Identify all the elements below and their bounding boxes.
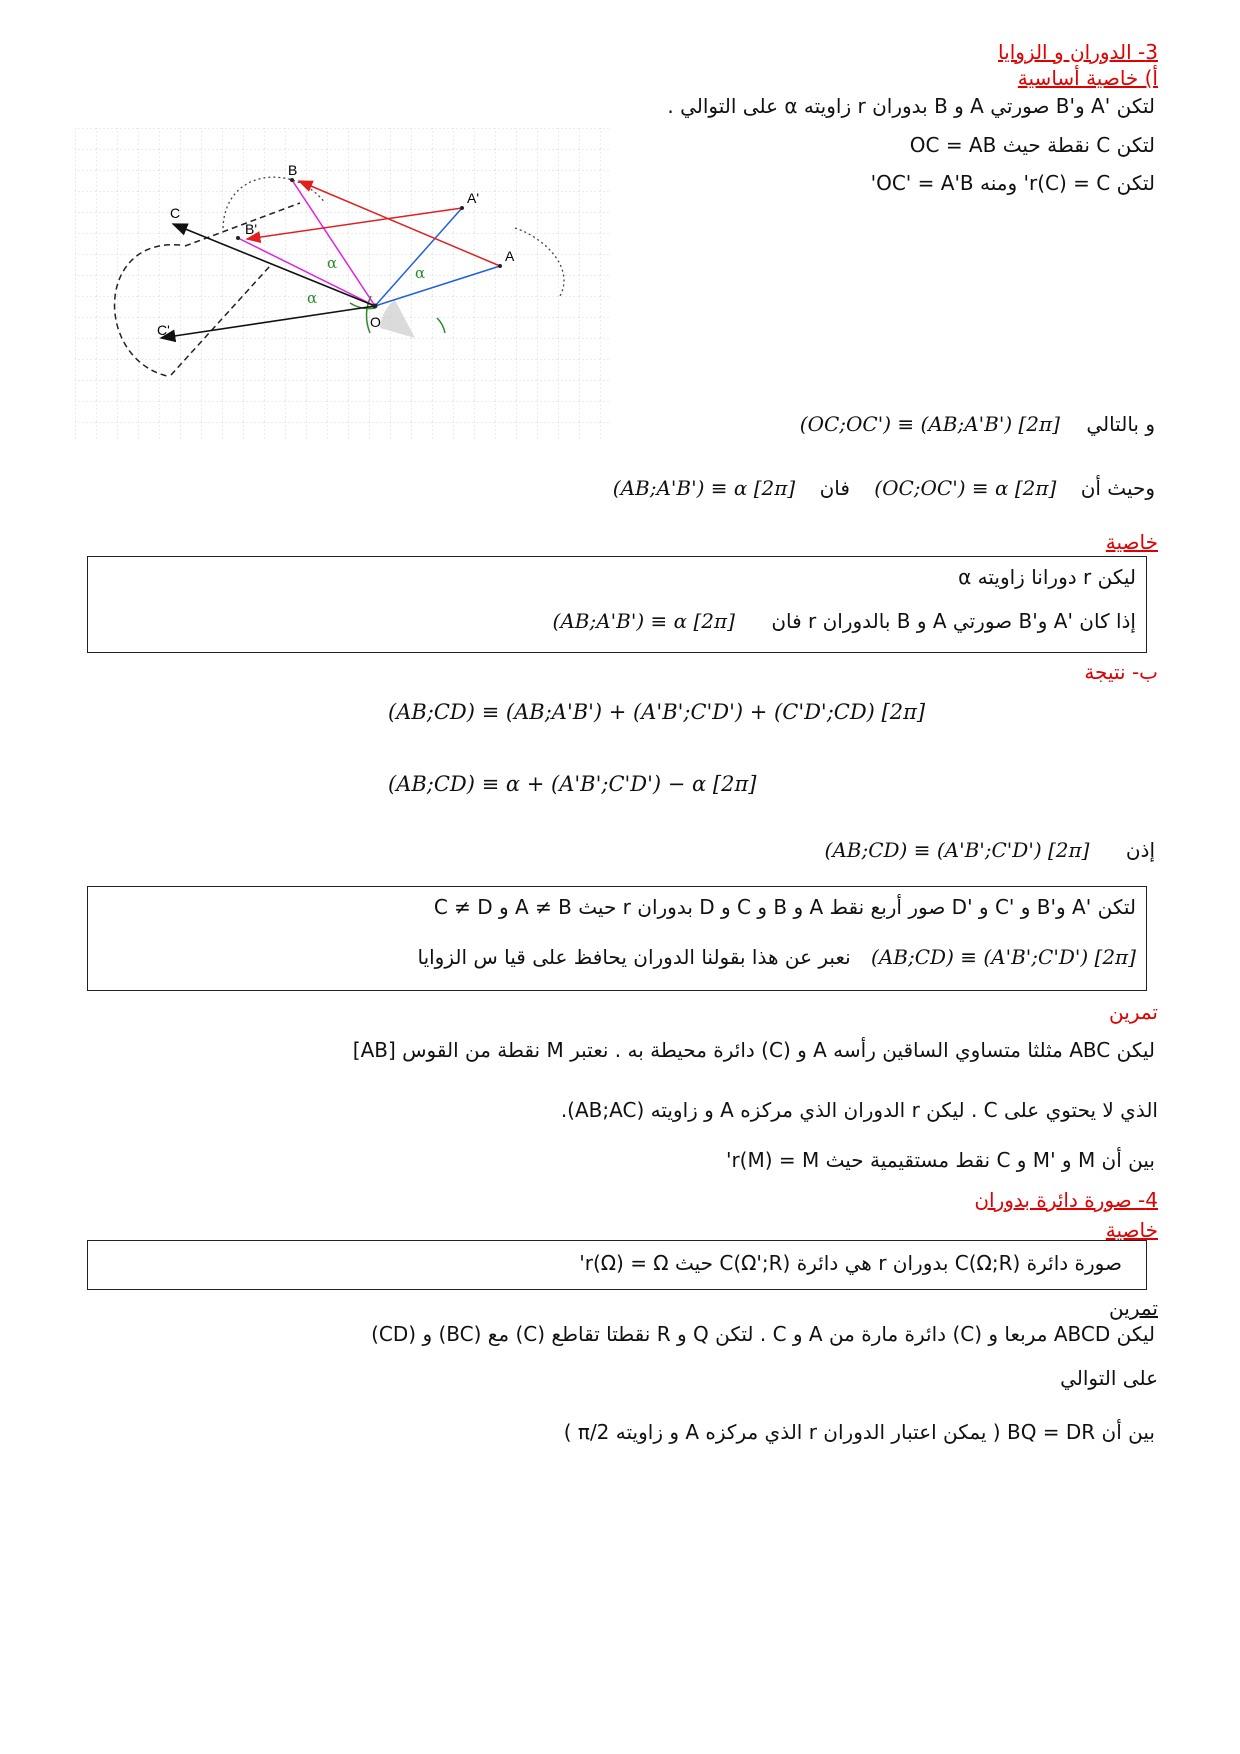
equation: (AB;A'B') ≡ α [2π]: [612, 476, 796, 500]
alpha-label: α: [415, 264, 426, 282]
label-A-prime: A': [467, 190, 480, 206]
text-line: لتكن 'A و'B صورتي A و B بدوران r زاويته α على التوالي .: [667, 94, 1155, 118]
text-line: صورة دائرة C(Ω;R) بدوران r هي دائرة C(Ω';R) حيث r(Ω) = Ω': [579, 1251, 1122, 1275]
label-C: C: [170, 205, 181, 221]
property-title: خاصية: [1105, 1218, 1158, 1242]
label-C-prime: C': [157, 322, 170, 338]
subsection-title: أ) خاصية أساسية: [1017, 66, 1158, 90]
equation: (OC;OC') ≡ α [2π]: [874, 476, 1057, 500]
label-B: B: [288, 162, 298, 178]
text-line: لتكن C نقطة حيث OC = AB: [909, 133, 1155, 157]
text-line: (AB;CD) ≡ (A'B';C'D') [2π] نعبر عن هذا بقولنا الدوران يحافظ على قيا س الزوايا: [417, 945, 1136, 969]
result-title: ب- نتيجة: [1084, 660, 1158, 684]
text-line: ليكن ABC مثلثا متساوي الساقين رأسه A و (C) دائرة محيطة به . نعتبر M نقطة من القوس [AB]: [352, 1038, 1155, 1062]
equation: (AB;CD) ≡ (A'B';C'D') [2π]: [824, 838, 1090, 862]
section-title: 4- صورة دائرة بدوران: [974, 1188, 1158, 1212]
text-line: الذي لا يحتوي على C . ليكن r الدوران الذي مركزه A و زاويته (AB;AC).: [560, 1098, 1158, 1122]
alpha-label: α: [307, 289, 318, 307]
text-line: لتكن 'A و'B و 'C و 'D صور أربع نقط A و B و C و D بدوران r حيث A ≠ B و C ≠ D: [433, 895, 1136, 919]
label-B-prime: B': [245, 221, 258, 237]
property-box: [87, 556, 1147, 653]
text-line: إذن (AB;CD) ≡ (A'B';C'D') [2π]: [824, 838, 1155, 862]
text-line: ليكن r دورانا زاويته α: [958, 565, 1136, 589]
equation: (AB;A'B') ≡ α [2π]: [552, 609, 735, 633]
label-A: A: [505, 248, 515, 264]
text-line: إذا كان 'A و'B صورتي A و B بالدوران r فان (AB;A'B') ≡ α [2π]: [552, 609, 1136, 633]
rotation-figure: [75, 128, 610, 440]
text-line: على التوالي: [1060, 1366, 1158, 1390]
text-line: لتكن r(C) = C' ومنه OC' = A'B': [870, 171, 1155, 195]
property-title: خاصية: [1105, 530, 1158, 554]
exercise-title: تمرين: [1109, 1000, 1158, 1024]
property-box: [87, 886, 1147, 991]
equation: (AB;CD) ≡ α + (A'B';C'D') − α [2π]: [388, 772, 757, 796]
text-line: بين أن BQ = DR ( يمكن اعتبار الدوران r الذي مركزه A و زاويته π/2 ): [563, 1420, 1155, 1444]
section-title: 3- الدوران و الزوايا: [998, 40, 1158, 64]
equation: (OC;OC') ≡ (AB;A'B') [2π]: [799, 412, 1060, 436]
text-line: وحيث أن (OC;OC') ≡ α [2π] فان (AB;A'B') ≡ α [2π]: [612, 476, 1155, 500]
label-O: O: [370, 314, 381, 330]
text-line: بين أن M و 'M و C نقط مستقيمية حيث r(M) = M': [725, 1148, 1155, 1172]
equation: (AB;CD) ≡ (A'B';C'D') [2π]: [871, 945, 1136, 969]
exercise-title: تمرين: [1109, 1296, 1158, 1320]
text-line: ليكن ABCD مربعا و (C) دائرة مارة من A و C . لتكن Q و R نقطتا تقاطع (C) مع (BC) و (CD): [371, 1322, 1155, 1346]
property-box: [87, 1240, 1147, 1290]
alpha-label: α: [327, 254, 338, 272]
equation: (AB;CD) ≡ (AB;A'B') + (A'B';C'D') + (C'D';CD) [2π]: [388, 700, 926, 724]
text-line: و بالتالي (OC;OC') ≡ (AB;A'B') [2π]: [799, 412, 1155, 436]
